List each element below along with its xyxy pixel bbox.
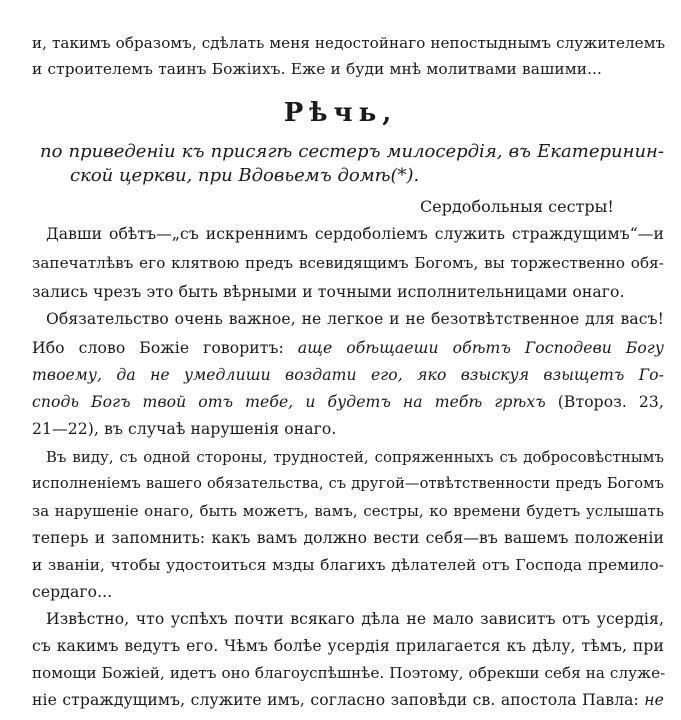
text-line <box>32 392 664 412</box>
italic-text: не <box>644 691 664 709</box>
text-line: 21—22), въ случаѣ нарушенія онаго. <box>32 420 337 438</box>
scripture-quote: сподь Богъ твой отъ тебе, и будетъ на тебѣ грѣхъ <box>32 393 546 411</box>
speech-title: Рѣчь, <box>283 98 398 128</box>
text-line: и, такимъ образомъ, сдѣлать меня недостойнаго непостыднымъ служителемъ <box>32 34 666 52</box>
text-line: теперь и запомнить: какъ вамъ должно вести себя—въ вашемъ положеніи <box>32 529 664 547</box>
text-line: исполненіемъ вашего обязательства, съ другой—отвѣтственности предъ Богомъ <box>32 475 664 492</box>
text-line <box>32 338 664 358</box>
text-line: и званіи, чтобы удостоиться мзды благихъ дѣлателей отъ Господа премило- <box>32 556 664 574</box>
text-line: съ какимъ ведутъ его. Чѣмъ болѣе усердія прилагается къ дѣлу, тѣмъ, при <box>32 637 664 655</box>
text-line: Обязательство очень важное, не легкое и не безотвѣтственное для васъ! <box>46 310 664 328</box>
text-line: и строителемъ таинъ Божіихъ. Еже и буди мнѣ молитвами вашими... <box>32 60 602 78</box>
plain-text: ніе страждущимъ, служите имъ, согласно заповѣди св. апостола Павла: <box>32 691 645 709</box>
text-line: запечатлѣвъ его клятвою предъ всевидящимъ Богомъ, вы торжественно обя- <box>32 254 664 272</box>
speech-subtitle-line: по приведеніи къ присягѣ сестеръ милосердія, въ Екатеринин- <box>40 141 664 162</box>
text-line: зались чрезъ это быть вѣрными и точными исполнительницами онаго. <box>32 283 625 301</box>
text-line: Давши обѣтъ—„съ искреннимъ сердоболіемъ служить страждущимъ“—и <box>46 225 664 243</box>
text-line: за нарушеніе онаго, быть можетъ, вамъ, сестры, ко времени будетъ услышать <box>32 502 664 520</box>
text-line: помощи Божіей, идетъ оно благоуспѣшнѣе. Поэтому, обрекши себя на служе- <box>32 664 666 682</box>
text-line: Въ виду, съ одной стороны, трудностей, сопряженныхъ съ добросовѣстнымъ <box>46 448 664 466</box>
scripture-quote: аще обѣщаеши обѣтъ Господеви Богу <box>297 339 664 357</box>
text-line: сердаго... <box>32 583 113 601</box>
text-line: Извѣстно, что успѣхъ почти всякаго дѣла не мало зависитъ отъ усердія, <box>46 610 664 628</box>
speech-subtitle-line: ской церкви, при Вдовьемъ домѣ(*). <box>70 165 420 186</box>
scripture-quote-line: твоему, да не умедлиши воздати его, яко взыскуя взыщетъ Го- <box>32 366 664 384</box>
plain-text: Ибо слово Божіе говоритъ: <box>32 339 298 357</box>
text-line <box>32 690 664 710</box>
address-line: Сердобольныя сестры! <box>420 197 614 216</box>
scripture-reference: (Второз. 23, <box>545 393 665 411</box>
